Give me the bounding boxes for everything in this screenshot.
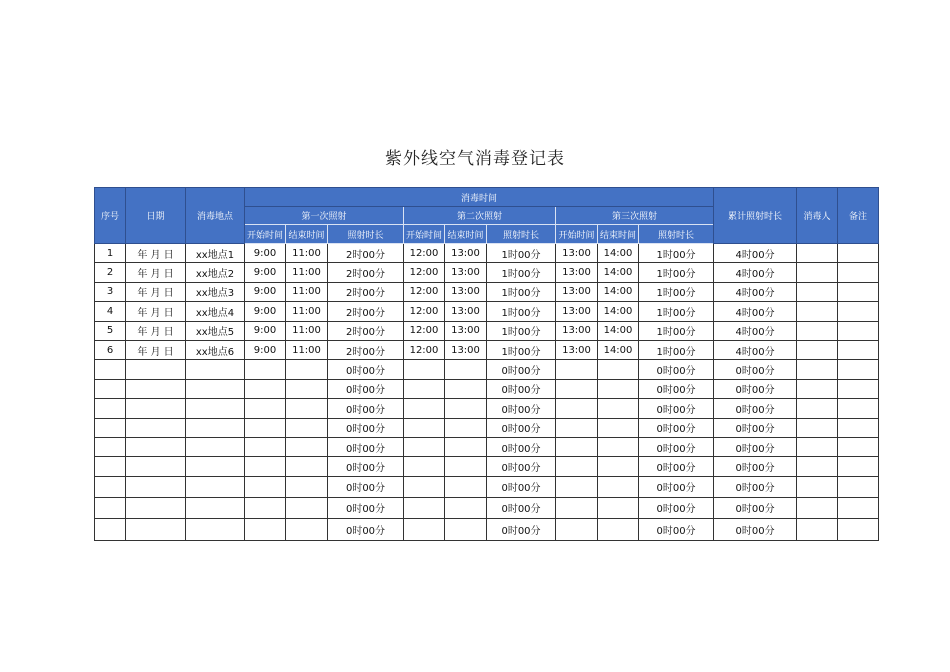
date-cell: [126, 457, 186, 476]
total-cell: 4时00分: [714, 282, 797, 301]
duration-1-cell: 2时00分: [328, 302, 404, 321]
duration-3-cell: 1时00分: [639, 302, 714, 321]
seq-cell: 2: [95, 263, 126, 282]
end-2-cell: [445, 360, 487, 379]
end-1-cell: [286, 457, 328, 476]
remark-cell: [838, 321, 879, 340]
person-cell: [797, 457, 838, 476]
end-1-cell: 11:00: [286, 302, 328, 321]
start-3-cell: 13:00: [556, 321, 598, 340]
table-row: [95, 437, 879, 456]
start-2-cell: 12:00: [404, 302, 445, 321]
end-1-cell: [286, 476, 328, 497]
duration-2-cell: 1时00分: [487, 244, 556, 263]
end-1-cell: [286, 437, 328, 456]
end-3-cell: [598, 457, 639, 476]
header-start-1: 开始时间: [245, 225, 286, 244]
header-end-1: 结束时间: [286, 225, 328, 244]
end-2-cell: [445, 476, 487, 497]
header-end-3: 结束时间: [598, 225, 639, 244]
duration-3-cell: 1时00分: [639, 340, 714, 359]
end-3-cell: 14:00: [598, 340, 639, 359]
person-cell: [797, 244, 838, 263]
date-cell: [126, 399, 186, 418]
header-duration-3: 照射时长: [639, 225, 714, 244]
duration-2-cell: 1时00分: [487, 302, 556, 321]
end-1-cell: 11:00: [286, 244, 328, 263]
duration-3-cell: 1时00分: [639, 263, 714, 282]
end-2-cell: [445, 437, 487, 456]
date-cell: [126, 418, 186, 437]
person-cell: [797, 321, 838, 340]
end-1-cell: [286, 518, 328, 540]
end-2-cell: 13:00: [445, 263, 487, 282]
remark-cell: [838, 263, 879, 282]
end-2-cell: [445, 399, 487, 418]
end-3-cell: [598, 476, 639, 497]
end-3-cell: [598, 379, 639, 398]
seq-cell: [95, 457, 126, 476]
total-cell: 0时00分: [714, 360, 797, 379]
person-cell: [797, 518, 838, 540]
start-3-cell: 13:00: [556, 282, 598, 301]
location-cell: xx地点5: [186, 321, 245, 340]
start-2-cell: 12:00: [404, 263, 445, 282]
remark-cell: [838, 497, 879, 518]
duration-2-cell: 1时00分: [487, 282, 556, 301]
start-3-cell: [556, 518, 598, 540]
start-3-cell: 13:00: [556, 302, 598, 321]
end-2-cell: 13:00: [445, 321, 487, 340]
total-cell: 4时00分: [714, 263, 797, 282]
start-1-cell: [245, 418, 286, 437]
duration-3-cell: 0时00分: [639, 418, 714, 437]
total-cell: 4时00分: [714, 244, 797, 263]
date-cell: [126, 518, 186, 540]
duration-3-cell: 1时00分: [639, 244, 714, 263]
end-2-cell: [445, 518, 487, 540]
start-1-cell: 9:00: [245, 282, 286, 301]
duration-2-cell: 1时00分: [487, 340, 556, 359]
start-2-cell: [404, 476, 445, 497]
end-3-cell: [598, 518, 639, 540]
table-row: [95, 418, 879, 437]
location-cell: xx地点1: [186, 244, 245, 263]
person-cell: [797, 340, 838, 359]
seq-cell: [95, 379, 126, 398]
end-3-cell: 14:00: [598, 302, 639, 321]
table-body: [95, 244, 879, 541]
location-cell: [186, 437, 245, 456]
date-cell: 年 月 日: [126, 282, 186, 301]
start-1-cell: [245, 457, 286, 476]
duration-3-cell: 0时00分: [639, 518, 714, 540]
duration-2-cell: 0时00分: [487, 497, 556, 518]
duration-1-cell: 0时00分: [328, 360, 404, 379]
location-cell: [186, 360, 245, 379]
end-2-cell: [445, 497, 487, 518]
person-cell: [797, 418, 838, 437]
duration-3-cell: 0时00分: [639, 476, 714, 497]
end-1-cell: [286, 497, 328, 518]
table-row: [95, 244, 879, 263]
location-cell: xx地点4: [186, 302, 245, 321]
end-3-cell: 14:00: [598, 244, 639, 263]
duration-1-cell: 2时00分: [328, 263, 404, 282]
header-end-2: 结束时间: [445, 225, 487, 244]
start-1-cell: [245, 476, 286, 497]
end-1-cell: [286, 399, 328, 418]
remark-cell: [838, 244, 879, 263]
end-3-cell: [598, 497, 639, 518]
end-2-cell: 13:00: [445, 244, 487, 263]
seq-cell: 6: [95, 340, 126, 359]
remark-cell: [838, 457, 879, 476]
person-cell: [797, 379, 838, 398]
end-3-cell: [598, 437, 639, 456]
duration-2-cell: 0时00分: [487, 457, 556, 476]
end-1-cell: [286, 379, 328, 398]
person-cell: [797, 437, 838, 456]
person-cell: [797, 497, 838, 518]
duration-2-cell: 0时00分: [487, 476, 556, 497]
end-3-cell: [598, 418, 639, 437]
duration-1-cell: 2时00分: [328, 244, 404, 263]
location-cell: [186, 379, 245, 398]
start-1-cell: [245, 437, 286, 456]
end-2-cell: [445, 418, 487, 437]
duration-1-cell: 0时00分: [328, 476, 404, 497]
header-third: 第三次照射: [556, 207, 714, 225]
seq-cell: [95, 399, 126, 418]
end-2-cell: [445, 457, 487, 476]
table-row: [95, 399, 879, 418]
remark-cell: [838, 437, 879, 456]
end-3-cell: [598, 360, 639, 379]
duration-1-cell: 2时00分: [328, 321, 404, 340]
duration-1-cell: 2时00分: [328, 340, 404, 359]
total-cell: 0时00分: [714, 399, 797, 418]
duration-3-cell: 0时00分: [639, 437, 714, 456]
end-1-cell: [286, 418, 328, 437]
start-1-cell: 9:00: [245, 340, 286, 359]
date-cell: [126, 437, 186, 456]
total-cell: 0时00分: [714, 518, 797, 540]
end-3-cell: 14:00: [598, 321, 639, 340]
table-row: [95, 360, 879, 379]
seq-cell: [95, 418, 126, 437]
duration-1-cell: 0时00分: [328, 399, 404, 418]
start-3-cell: 13:00: [556, 244, 598, 263]
table-row: [95, 379, 879, 398]
remark-cell: [838, 379, 879, 398]
start-2-cell: 12:00: [404, 321, 445, 340]
remark-cell: [838, 360, 879, 379]
duration-2-cell: 0时00分: [487, 437, 556, 456]
header-second: 第二次照射: [404, 207, 556, 225]
total-cell: 4时00分: [714, 321, 797, 340]
start-2-cell: [404, 399, 445, 418]
duration-2-cell: 0时00分: [487, 399, 556, 418]
disinfection-register-table: [94, 187, 879, 541]
date-cell: 年 月 日: [126, 263, 186, 282]
duration-1-cell: 0时00分: [328, 379, 404, 398]
total-cell: 0时00分: [714, 476, 797, 497]
date-cell: 年 月 日: [126, 244, 186, 263]
end-1-cell: [286, 360, 328, 379]
start-3-cell: 13:00: [556, 263, 598, 282]
end-3-cell: 14:00: [598, 282, 639, 301]
start-1-cell: [245, 518, 286, 540]
start-1-cell: [245, 360, 286, 379]
end-2-cell: 13:00: [445, 340, 487, 359]
start-1-cell: 9:00: [245, 302, 286, 321]
duration-3-cell: 1时00分: [639, 321, 714, 340]
start-2-cell: [404, 379, 445, 398]
duration-3-cell: 0时00分: [639, 457, 714, 476]
total-cell: 0时00分: [714, 437, 797, 456]
duration-1-cell: 2时00分: [328, 282, 404, 301]
table-row: [95, 302, 879, 321]
start-3-cell: [556, 418, 598, 437]
end-2-cell: 13:00: [445, 302, 487, 321]
duration-3-cell: 1时00分: [639, 282, 714, 301]
start-3-cell: [556, 399, 598, 418]
person-cell: [797, 360, 838, 379]
start-2-cell: [404, 518, 445, 540]
duration-3-cell: 0时00分: [639, 379, 714, 398]
header-disinfect-time: 消毒时间: [245, 188, 714, 207]
remark-cell: [838, 518, 879, 540]
start-1-cell: [245, 399, 286, 418]
seq-cell: [95, 476, 126, 497]
duration-1-cell: 0时00分: [328, 457, 404, 476]
start-3-cell: 13:00: [556, 340, 598, 359]
duration-1-cell: 0时00分: [328, 497, 404, 518]
header-remark: 备注: [838, 188, 879, 244]
location-cell: xx地点3: [186, 282, 245, 301]
start-2-cell: [404, 457, 445, 476]
start-1-cell: [245, 379, 286, 398]
date-cell: [126, 476, 186, 497]
duration-2-cell: 0时00分: [487, 518, 556, 540]
page-title: 紫外线空气消毒登记表: [385, 149, 565, 169]
start-1-cell: 9:00: [245, 244, 286, 263]
duration-3-cell: 0时00分: [639, 360, 714, 379]
duration-3-cell: 0时00分: [639, 399, 714, 418]
location-cell: [186, 518, 245, 540]
remark-cell: [838, 418, 879, 437]
header-seq: 序号: [95, 188, 126, 244]
header-duration-2: 照射时长: [487, 225, 556, 244]
date-cell: 年 月 日: [126, 302, 186, 321]
header-location: 消毒地点: [186, 188, 245, 244]
start-3-cell: [556, 476, 598, 497]
duration-1-cell: 0时00分: [328, 437, 404, 456]
date-cell: [126, 379, 186, 398]
end-1-cell: 11:00: [286, 321, 328, 340]
end-1-cell: 11:00: [286, 340, 328, 359]
total-cell: 0时00分: [714, 418, 797, 437]
start-3-cell: [556, 360, 598, 379]
table-row: [95, 263, 879, 282]
header-start-3: 开始时间: [556, 225, 598, 244]
start-2-cell: [404, 360, 445, 379]
remark-cell: [838, 340, 879, 359]
person-cell: [797, 476, 838, 497]
end-1-cell: 11:00: [286, 282, 328, 301]
header-start-2: 开始时间: [404, 225, 445, 244]
duration-1-cell: 0时00分: [328, 418, 404, 437]
duration-2-cell: 0时00分: [487, 360, 556, 379]
seq-cell: 3: [95, 282, 126, 301]
location-cell: [186, 457, 245, 476]
remark-cell: [838, 476, 879, 497]
table-row: [95, 282, 879, 301]
end-2-cell: [445, 379, 487, 398]
total-cell: 0时00分: [714, 379, 797, 398]
total-cell: 4时00分: [714, 340, 797, 359]
seq-cell: [95, 437, 126, 456]
end-1-cell: 11:00: [286, 263, 328, 282]
table-row: [95, 476, 879, 497]
remark-cell: [838, 302, 879, 321]
header-date: 日期: [126, 188, 186, 244]
seq-cell: 4: [95, 302, 126, 321]
start-1-cell: 9:00: [245, 321, 286, 340]
table-row: [95, 321, 879, 340]
person-cell: [797, 399, 838, 418]
header-duration-1: 照射时长: [328, 225, 404, 244]
person-cell: [797, 302, 838, 321]
seq-cell: [95, 497, 126, 518]
location-cell: xx地点6: [186, 340, 245, 359]
seq-cell: 5: [95, 321, 126, 340]
start-2-cell: [404, 497, 445, 518]
location-cell: [186, 497, 245, 518]
end-3-cell: 14:00: [598, 263, 639, 282]
location-cell: [186, 476, 245, 497]
seq-cell: [95, 518, 126, 540]
duration-3-cell: 0时00分: [639, 497, 714, 518]
start-2-cell: 12:00: [404, 282, 445, 301]
duration-1-cell: 0时00分: [328, 518, 404, 540]
table-header: [95, 188, 879, 244]
remark-cell: [838, 282, 879, 301]
table-row: [95, 457, 879, 476]
seq-cell: [95, 360, 126, 379]
duration-2-cell: 1时00分: [487, 263, 556, 282]
total-cell: 0时00分: [714, 497, 797, 518]
table-row: [95, 340, 879, 359]
seq-cell: 1: [95, 244, 126, 263]
total-cell: 4时00分: [714, 302, 797, 321]
date-cell: 年 月 日: [126, 340, 186, 359]
location-cell: [186, 399, 245, 418]
table-row: [95, 518, 879, 540]
person-cell: [797, 263, 838, 282]
person-cell: [797, 282, 838, 301]
start-1-cell: 9:00: [245, 263, 286, 282]
location-cell: xx地点2: [186, 263, 245, 282]
date-cell: 年 月 日: [126, 321, 186, 340]
start-2-cell: [404, 418, 445, 437]
start-3-cell: [556, 437, 598, 456]
start-3-cell: [556, 379, 598, 398]
table-row: [95, 497, 879, 518]
start-1-cell: [245, 497, 286, 518]
start-3-cell: [556, 457, 598, 476]
start-2-cell: 12:00: [404, 340, 445, 359]
total-cell: 0时00分: [714, 457, 797, 476]
header-person: 消毒人: [797, 188, 838, 244]
start-3-cell: [556, 497, 598, 518]
header-first: 第一次照射: [245, 207, 404, 225]
end-3-cell: [598, 399, 639, 418]
date-cell: [126, 360, 186, 379]
remark-cell: [838, 399, 879, 418]
date-cell: [126, 497, 186, 518]
start-2-cell: [404, 437, 445, 456]
start-2-cell: 12:00: [404, 244, 445, 263]
duration-2-cell: 0时00分: [487, 379, 556, 398]
end-2-cell: 13:00: [445, 282, 487, 301]
duration-2-cell: 0时00分: [487, 418, 556, 437]
duration-2-cell: 1时00分: [487, 321, 556, 340]
header-total: 累计照射时长: [714, 188, 797, 244]
location-cell: [186, 418, 245, 437]
